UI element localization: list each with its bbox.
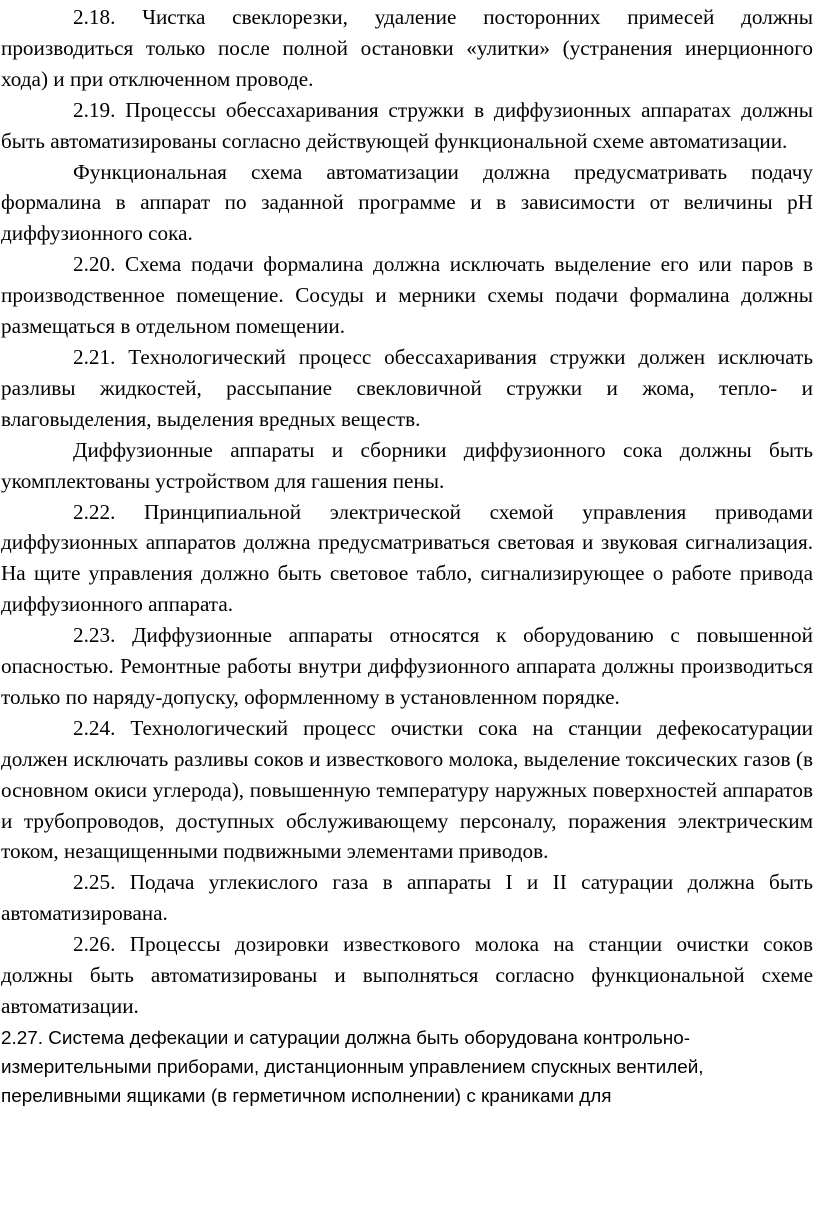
paragraph-2-27 [1,1024,813,1111]
paragraph-2-21: 2.21. Технологический процесс обессахаривания стружки должен исключать разливы жидкостей, рассыпание свекловичной стружки и жома, тепло- и влаговыделения, выделения вредных веществ. [1,344,813,431]
paragraph-2-19: 2.19. Процессы обессахаривания стружки в диффузионных аппаратах должны быть автоматизированы согласно действующей функциональной схеме автоматизации. [1,97,813,153]
paragraph-2-20: 2.20. Схема подачи формалина должна исключать выделение его или паров в производственное помещение. Сосуды и мерники схемы подачи формалина должны размещаться в отдельном помещении. [1,252,813,339]
paragraph-2-27-line: переливными ящиками (в герметичном исполнении) с краниками для [1,1085,612,1107]
paragraph-2-27-line: измерительными приборами, дистанционным управлением спускных вентилей, [1,1056,704,1078]
paragraph-2-24: 2.24. Технологический процесс очистки сока на станции дефекосатурации должен исключать разливы соков и известкового молока, выделение токсических газов (в основном окиси углерода), повышенную температуру наружных поверхностей аппаратов и трубопроводов, доступных обслуживающему персоналу, поражения электрическим током, незащищенными подвижными элементами приводов. [1,715,813,864]
paragraph-2-26: 2.26. Процессы дозировки известкового молока на станции очистки соков должны быть автоматизированы и выполняться согласно функциональной схеме автоматизации. [1,932,813,1018]
paragraph-foam-device: Диффузионные аппараты и сборники диффузионного сока должны быть укомплектованы устройством для гашения пены. [1,437,813,493]
paragraph-2-22: 2.22. Принципиальной электрической схемой управления приводами диффузионных аппаратов должна предусматриваться световая и звуковая сигнализация. На щите управления должно быть световое табло, сигнализирующее о работе привода диффузионного аппарата. [1,499,813,617]
paragraph-2-23: 2.23. Диффузионные аппараты относятся к оборудованию с повышенной опасностью. Ремонтные работы внутри диффузионного аппарата должны производиться только по наряду-допуску, оформленному в установленном порядке. [1,623,813,709]
paragraph-2-25: 2.25. Подача углекислого газа в аппараты I и II сатурации должна быть автоматизирована. [1,870,813,926]
paragraph-2-18: 2.18. Чистка свеклорезки, удаление посторонних примесей должны производиться только после полной остановки «улитки» (устранения инерционного хода) и при отключенном проводе. [1,5,813,91]
paragraph-2-27-line: 2.27. Система дефекации и сатурации должна быть оборудована контрольно- [1,1027,690,1049]
paragraph-formalin-scheme: Функциональная схема автоматизации должна предусматривать подачу формалина в аппарат по заданной программе и в зависимости от величины pH диффузионного сока. [1,159,813,246]
